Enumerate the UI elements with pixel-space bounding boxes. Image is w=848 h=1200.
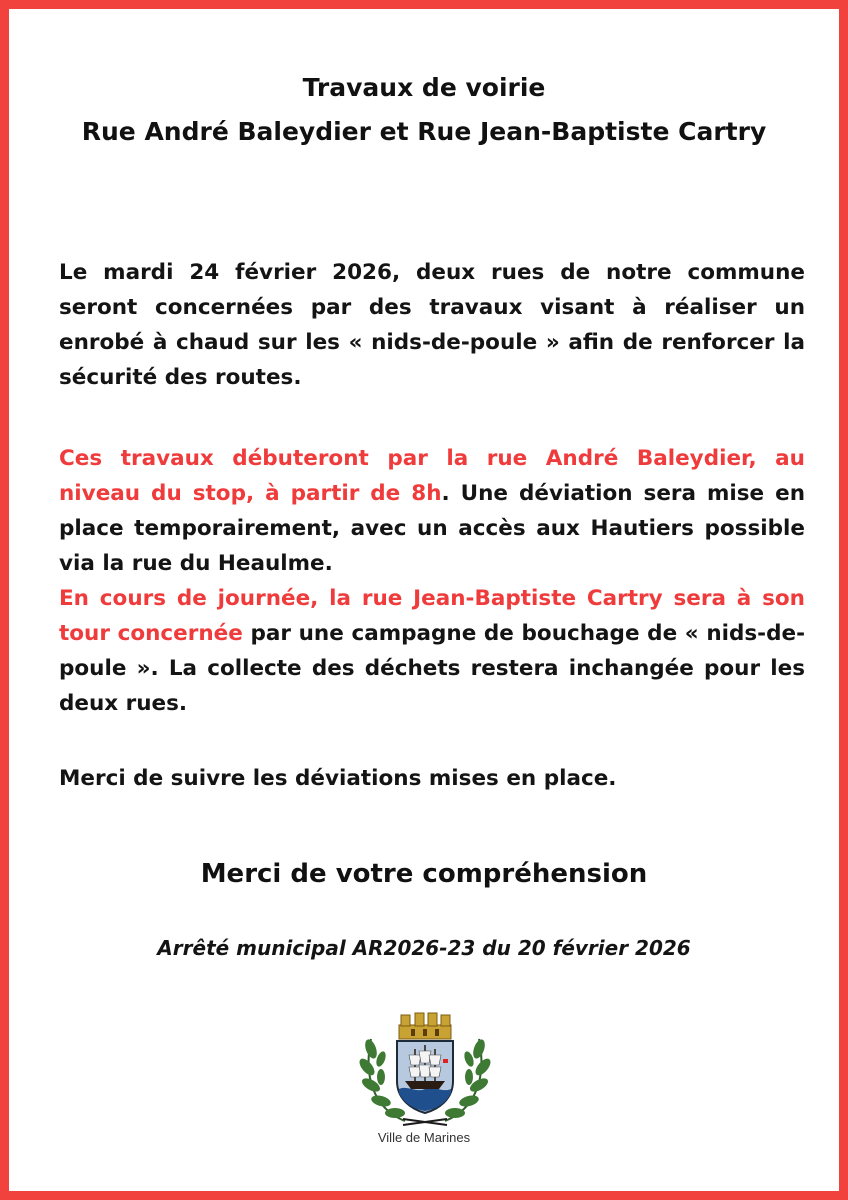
title-line-2: Rue André Baleydier et Rue Jean-Baptiste Cartry (81, 117, 767, 146)
ville-de-marines-coat-of-arms-icon (357, 1009, 493, 1127)
paragraph-baleydier (59, 441, 805, 721)
paragraph-deviations: Merci de suivre les déviations mises en place. (59, 765, 617, 791)
paragraph-baleydier-text: . Une déviation sera mise en place temporairement, avec un accès aux Hautiers possible via la rue du Heaulme. (59, 480, 805, 576)
title-line-1: Travaux de voirie (302, 73, 546, 102)
paragraph-cartry-text: par une campagne de bouchage de « nids-de-poule ». La collecte des déchets restera inchangée pour les deux rues. (59, 620, 805, 716)
paragraph-cartry-highlight: En cours de journée, la rue Jean-Baptiste Cartry sera à son tour concernée (59, 585, 805, 646)
thanks-heading: Merci de votre compréhension (200, 859, 648, 889)
logo-caption: Ville de Marines (377, 1130, 471, 1145)
paragraph-baleydier-highlight: Ces travaux débuteront par la rue André Baleydier, au niveau du stop, à partir de 8h (59, 445, 805, 506)
paragraph-date: Le mardi 24 février 2026, deux rues de notre commune seront concernées par des travaux visant à réaliser un enrobé à chaud sur les « nids-de-poule » afin de renforcer la sécurité des routes. (59, 259, 805, 390)
arrete-reference: Arrêté municipal AR2026-23 du 20 février 2026 (157, 936, 691, 960)
